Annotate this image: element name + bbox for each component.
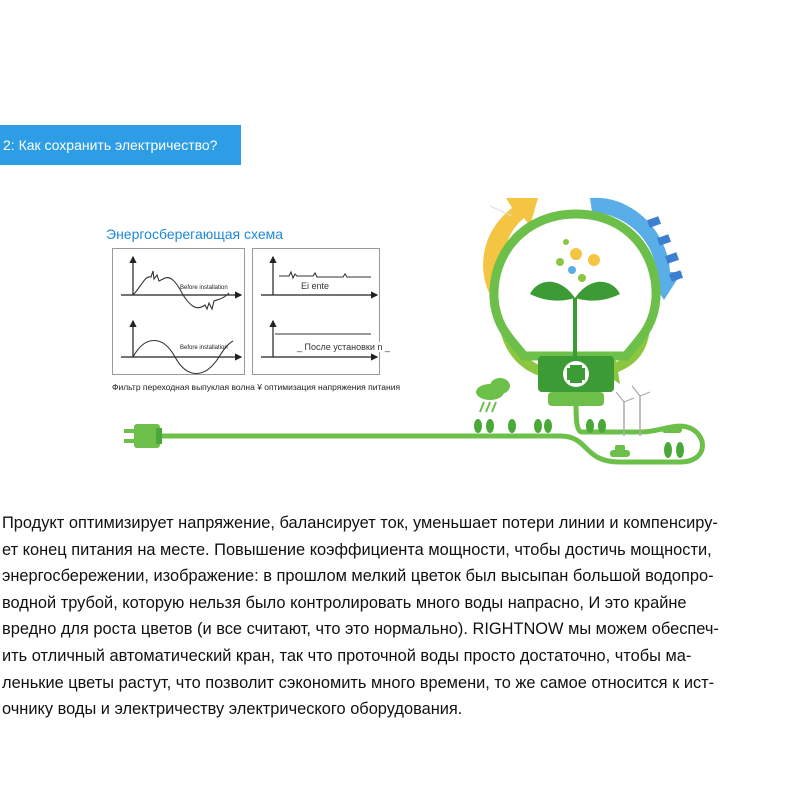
description-line: ленькие цветы растут, что позволит сэкономить много времени, то же самое относится к ист- — [2, 673, 715, 692]
description-line: очнику воды и электричеству электрического оборудования. — [2, 700, 463, 719]
wind-turbine-icon — [616, 386, 650, 436]
cloud-icon — [476, 378, 510, 412]
description-line: энергосбережении, изображение: в прошлом мелкий цветок был высыпан большой водопро- — [2, 567, 714, 586]
description-line: водной трубой, которую нельзя было контролировать много воды напрасно, И это крайне — [2, 593, 687, 612]
plug-icon — [124, 424, 162, 448]
before-label-bottom: Before installation — [180, 345, 228, 351]
description-line: Продукт оптимизирует напряжение, балансирует ток, уменьшает потери линии и компенсиру- — [2, 514, 718, 532]
after-label-top: Ei ente — [301, 281, 330, 291]
description-line: вредно для роста цветов (и все считают, что это нормально). RIGHTNOW мы можем обеспеч- — [2, 620, 719, 639]
description-line: ить отличный автоматический кран, так что проточной воды просто достаточно, чтобы ма- — [2, 646, 692, 665]
after-label-bottom: _ После установки n _ — [297, 342, 390, 352]
scheme-title: Энергосберегающая схема — [106, 226, 284, 242]
before-label-top: Before installation — [180, 285, 228, 291]
scheme-caption: Фильтр переходная выпуклая волна ¥ оптимизация напряжения питания — [112, 382, 401, 392]
energy-saving-illustration — [120, 180, 720, 480]
description-line: ет конец питания на месте. Повышение коэффициента мощности, чтобы достичь мощности, — [2, 540, 712, 559]
section-header: 2: Как сохранить электричество? — [0, 125, 241, 165]
description-text — [2, 510, 794, 723]
plus-icon — [563, 361, 589, 387]
